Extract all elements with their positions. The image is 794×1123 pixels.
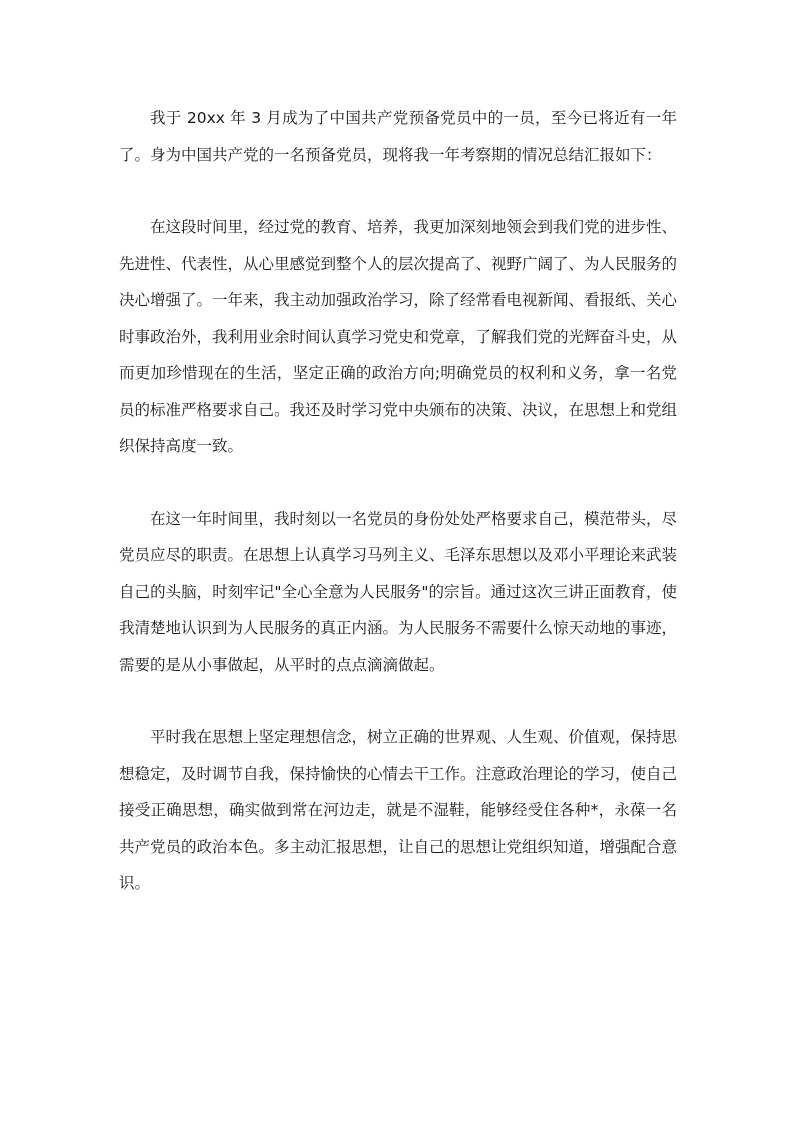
document-body bbox=[119, 100, 677, 938]
paragraph-political-study: 在这段时间里，经过党的教育、培养，我更加深刻地领会到我们党的进步性、先进性、代表性，从心里感觉到整个人的层次提高了、视野广阔了、为人民服务的决心增强了。一年来，我主动加强政治学习，除了经常看电视新闻、看报纸、关心时事政治外，我利用业余时间认真学习党史和党章，了解我们党的光辉奋斗史，从而更加珍惜现在的生活，坚定正确的政治方向;明确党员的权利和义务，拿一名党员的标准严格要求自己。我还及时学习党中央颁布的决策、决议，在思想上和党组织保持高度一致。 bbox=[119, 218, 678, 455]
paragraph-ideology: 平时我在思想上坚定理想信念，树立正确的世界观、人生观、价值观，保持思想稳定，及时调节自我，保持愉快的心情去干工作。注意政治理论的学习，使自己接受正确思想，确实做到常在河边走，就是不湿鞋，能够经受住各种*，永葆一名共产党员的政治本色。多主动汇报思想，让自己的思想让党组织知道，增强配合意识。 bbox=[119, 728, 678, 892]
paragraph-party-duty: 在这一年时间里，我时刻以一名党员的身份处处严格要求自己，模范带头，尽党员应尽的职责。在思想上认真学习马列主义、毛泽东思想以及邓小平理论来武装自己的头脑，时刻牢记"全心全意为人民服务"的宗旨。通过这次三讲正面教育，使我清楚地认识到为人民服务的真正内涵。为人民服务不需要什么惊天动地的事迹，需要的是从小事做起，从平时的点点滴滴做起。 bbox=[119, 509, 678, 674]
paragraph-intro: 我于 20xx 年 3 月成为了中国共产党预备党员中的一员，至今已将近有一年了。身为中国共产党的一名预备党员，现将我一年考察期的情况总结汇报如下： bbox=[119, 109, 677, 164]
